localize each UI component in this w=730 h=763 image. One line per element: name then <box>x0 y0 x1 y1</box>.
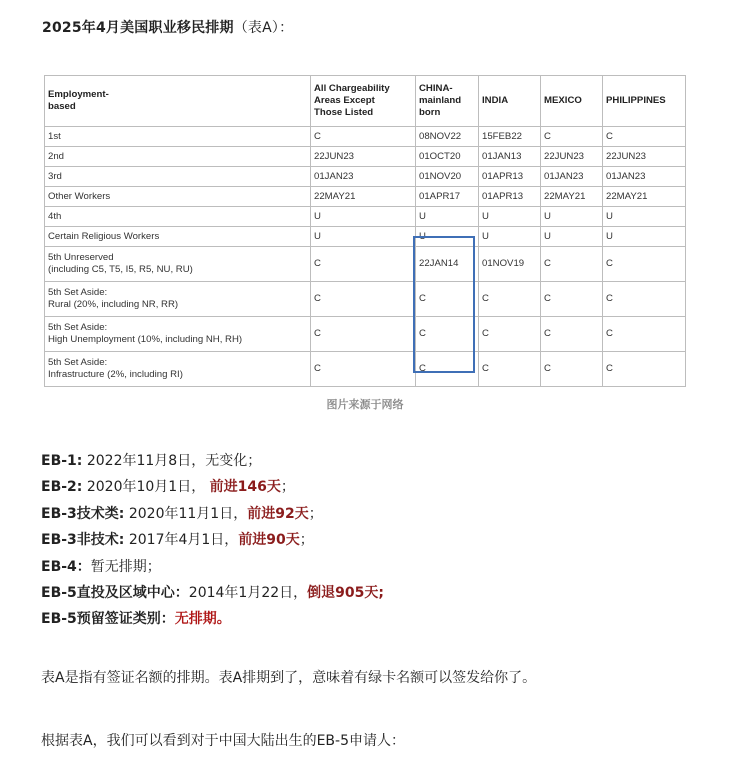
table-header-cell: CHINA- mainland born <box>416 76 479 127</box>
eb-separator: ： <box>76 558 91 575</box>
table-value-cell: C <box>541 317 603 352</box>
table-value-cell: C <box>479 282 541 317</box>
table-value-cell: 22JUN23 <box>541 147 603 167</box>
eb-text: 2020年11月1日， <box>124 505 248 522</box>
table-value-cell: 01JAN23 <box>311 167 416 187</box>
eb-change-highlight: 前进146天 <box>209 479 281 496</box>
eb-text: 2022年11月8日，无变化； <box>82 453 262 469</box>
eb-change-highlight: 前进90天 <box>238 532 300 549</box>
table-value-cell: U <box>311 227 416 247</box>
table-header-cell: MEXICO <box>541 76 603 127</box>
table-value-cell: C <box>603 247 686 282</box>
table-value-cell: 01APR13 <box>479 187 541 207</box>
table-category-cell: 3rd <box>45 167 311 187</box>
visa-bulletin-table-image <box>44 75 686 387</box>
table-value-cell: U <box>479 207 541 227</box>
table-value-cell: 01APR17 <box>416 187 479 207</box>
table-category-cell: 4th <box>45 207 311 227</box>
table-value-cell: C <box>479 317 541 352</box>
paragraph-china-eb5-intro: 根据表A，我们可以看到对于中国大陆出生的EB-5申请人： <box>41 733 405 749</box>
table-value-cell: U <box>603 207 686 227</box>
table-value-cell: 08NOV22 <box>416 127 479 147</box>
table-row <box>45 167 686 187</box>
table-category-cell: 5th Set Aside: High Unemployment (10%, including NH, RH) <box>45 317 311 352</box>
eb-change-highlight: 无排期。 <box>174 611 231 628</box>
eb-list-item <box>41 554 384 580</box>
table-value-cell: U <box>541 207 603 227</box>
table-value-cell: C <box>416 317 479 352</box>
table-row <box>45 187 686 207</box>
eb-label: EB-3非技术 <box>41 532 119 549</box>
table-value-cell: 22JAN14 <box>416 247 479 282</box>
table-value-cell: C <box>541 247 603 282</box>
table-header-cell: All Chargeability Areas Except Those Listed <box>311 76 416 127</box>
page-title-main: 2025年4月美国职业移民排期 <box>42 20 234 36</box>
table-value-cell: 22MAY21 <box>311 187 416 207</box>
table-header-cell: INDIA <box>479 76 541 127</box>
eb-label: EB-5预留签证类别 <box>41 611 161 628</box>
table-row <box>45 317 686 352</box>
table-category-cell: 5th Unreserved (including C5, T5, I5, R5, NU, RU) <box>45 247 311 282</box>
table-value-cell: 15FEB22 <box>479 127 541 147</box>
eb-separator: : <box>76 453 83 469</box>
table-value-cell: C <box>311 352 416 387</box>
table-category-cell: Certain Religious Workers <box>45 227 311 247</box>
table-value-cell: U <box>416 207 479 227</box>
table-value-cell: C <box>311 247 416 282</box>
table-value-cell: U <box>311 207 416 227</box>
table-value-cell: 01NOV20 <box>416 167 479 187</box>
table-value-cell: U <box>416 227 479 247</box>
eb-label: EB-5直投及区域中心 <box>41 585 175 602</box>
table-value-cell: C <box>479 352 541 387</box>
table-row <box>45 352 686 387</box>
table-value-cell: 01APR13 <box>479 167 541 187</box>
table-category-cell: 5th Set Aside: Infrastructure (2%, including RI) <box>45 352 311 387</box>
eb-tail: ； <box>299 532 314 549</box>
table-value-cell: C <box>603 127 686 147</box>
eb-label: EB-3技术类 <box>41 505 119 522</box>
eb-list-item <box>41 580 384 606</box>
page-title <box>42 17 293 37</box>
eb-label: EB-4 <box>41 558 77 575</box>
table-row <box>45 207 686 227</box>
visa-bulletin-table <box>44 75 686 387</box>
table-value-cell: C <box>416 352 479 387</box>
eb-label: EB-1 <box>41 453 77 469</box>
eb-list-item <box>41 448 384 474</box>
table-value-cell: 22JUN23 <box>603 147 686 167</box>
eb-text: 2017年4月1日， <box>124 532 239 549</box>
eb-separator: ： <box>174 585 189 602</box>
eb-change-highlight: 前进92天 <box>247 505 309 522</box>
table-value-cell: 01JAN23 <box>603 167 686 187</box>
table-value-cell: C <box>603 282 686 317</box>
table-value-cell: 01OCT20 <box>416 147 479 167</box>
eb-label: EB-2 <box>41 479 77 496</box>
table-value-cell: 01JAN23 <box>541 167 603 187</box>
eb-list-item <box>41 474 384 500</box>
table-category-cell: Other Workers <box>45 187 311 207</box>
table-header-cell: Employment- based <box>45 76 311 127</box>
eb-separator: : <box>76 479 83 496</box>
table-value-cell: C <box>416 282 479 317</box>
eb-priority-list <box>41 448 384 633</box>
eb-list-item <box>41 501 384 527</box>
table-value-cell: U <box>479 227 541 247</box>
table-value-cell: 01JAN13 <box>479 147 541 167</box>
table-category-cell: 1st <box>45 127 311 147</box>
eb-change-highlight: 倒退905天; <box>307 585 384 602</box>
table-row <box>45 282 686 317</box>
table-value-cell: 01NOV19 <box>479 247 541 282</box>
table-value-cell: C <box>311 317 416 352</box>
table-value-cell: 22JUN23 <box>311 147 416 167</box>
table-row <box>45 127 686 147</box>
page-title-paren: （表A）： <box>233 20 294 36</box>
table-value-cell: C <box>603 352 686 387</box>
table-value-cell: U <box>541 227 603 247</box>
table-header-cell: PHILIPPINES <box>603 76 686 127</box>
paragraph-table-a-explanation: 表A是指有签证名额的排期。表A排期到了，意味着有绿卡名额可以签发给你了。 <box>41 670 537 686</box>
eb-tail: ； <box>308 505 323 522</box>
table-value-cell: C <box>541 282 603 317</box>
eb-separator: ： <box>160 611 175 628</box>
table-value-cell: C <box>541 352 603 387</box>
eb-text: 2020年10月1日， <box>82 479 210 496</box>
eb-separator: : <box>118 505 125 522</box>
table-value-cell: U <box>603 227 686 247</box>
table-value-cell: 22MAY21 <box>603 187 686 207</box>
eb-text: 暂无排期； <box>90 558 161 575</box>
eb-tail: ； <box>280 479 295 496</box>
table-category-cell: 5th Set Aside: Rural (20%, including NR, RR) <box>45 282 311 317</box>
table-value-cell: C <box>311 127 416 147</box>
table-value-cell: C <box>311 282 416 317</box>
eb-list-item <box>41 527 384 553</box>
table-header-row <box>45 76 686 127</box>
image-caption: 图片来源于网络 <box>326 398 404 411</box>
eb-separator: : <box>118 532 125 549</box>
table-row <box>45 147 686 167</box>
table-value-cell: C <box>603 317 686 352</box>
table-value-cell: C <box>541 127 603 147</box>
table-row <box>45 227 686 247</box>
eb-list-item <box>41 606 384 632</box>
table-value-cell: 22MAY21 <box>541 187 603 207</box>
table-row <box>45 247 686 282</box>
eb-text: 2014年1月22日， <box>188 585 308 602</box>
table-category-cell: 2nd <box>45 147 311 167</box>
